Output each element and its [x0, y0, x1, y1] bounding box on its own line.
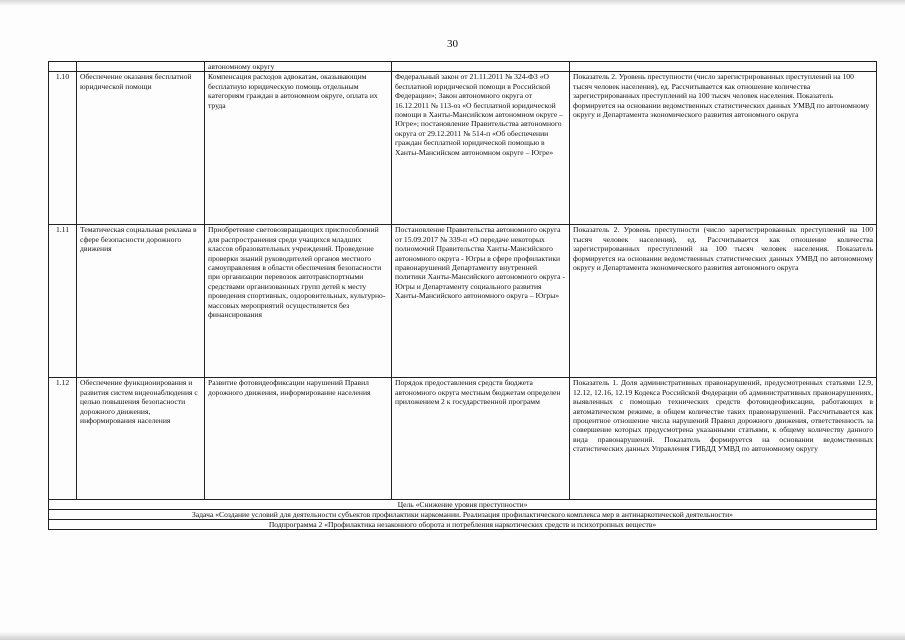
row-number: 1.12	[49, 378, 77, 500]
continuation-indicator-cell	[570, 62, 877, 72]
measure-name: Тематическая социальная реклама в сфере безопасности дорожного движения	[77, 225, 205, 378]
row-number: 1.11	[49, 225, 77, 378]
measure-activity: Компенсация расходов адвокатам, оказывающим бесплатную юридическую помощь отдельным категориям граждан в автономном округе, оплата их труда	[205, 72, 392, 225]
indicator-description: Показатель 1. Доля административных правонарушений, предусмотренных статьями 12.9, 12.12, 12.16, 12.19 Кодекса Российской Федерации об административных правонарушениях, выявленных с помощью технических средств фотовидеофиксации, работающих в автоматическом режиме, в общем количестве таких правонарушений. Рассчитывается как процентное отношение числа нарушений Правил дорожного движения, ответственность за совершение которых предусмотрена указанными статьями, к общему количеству данного вида правонарушений. Показатель формируется на основании ведомственных статистических данных Управления ГИБДД УМВД по автономному округу	[570, 378, 877, 500]
measure-activity: Приобретение световозвращающих приспособлений для распространения среди учащихся младших классов образовательных учреждений. Проведение проверки знаний руководителей органов местного самоуправления в области обеспечения безопасности при организации перевозок автотранспортными средствами организованных групп детей к месту проведения спортивных, оздоровительных, культурно-массовых мероприятий осуществляется без финансирования	[205, 225, 392, 378]
row-number: 1.10	[49, 72, 77, 225]
continuation-basis-cell	[392, 62, 570, 72]
subprogram-heading: Подпрограмма 2 «Профилактика незаконного оборота и потребления наркотических средств и психотропных веществ»	[49, 520, 877, 530]
table-row	[49, 225, 877, 378]
legal-basis: Постановление Правительства автономного округа от 15.09.2017 № 339-п «О передаче некоторых полномочий Правительства Ханты-Мансийского автономного округа - Югры в сфере профилактики правонарушений Департаменту внутренней политики Ханты-Мансийского автономного округа - Югры и Департаменту социального развития Ханты-Мансийского автономного округа – Югры»	[392, 225, 570, 378]
legal-basis: Федеральный закон от 21.11.2011 № 324-ФЗ «О бесплатной юридической помощи в Российской Федерации»; Закон автономного округа от 16.12.2011 № 113-оз «О бесплатной юридической помощи в Ханты-Мансийском автономном округе – Югре»; постановление Правительства автономного округа от 29.12.2011 № 514-п «Об обеспечении граждан бесплатной юридической помощью в Ханты-Мансийском автономном округе – Югре»	[392, 72, 570, 225]
task-row	[49, 510, 877, 520]
program-table	[48, 61, 877, 530]
scan-edge-top	[0, 0, 905, 6]
goal-row	[49, 500, 877, 510]
goal-heading: Цель «Снижение уровня преступности»	[49, 500, 877, 510]
continuation-activity-cell: автономному округу	[205, 62, 392, 72]
continuation-num-cell	[49, 62, 77, 72]
measure-name: Обеспечение функционирования и развития систем видеонаблюдения с целью повышения безопасности дорожного движения, информирования населения	[77, 378, 205, 500]
indicator-description: Показатель 2. Уровень преступности (число зарегистрированных преступлений на 100 тысяч человек населения), ед. Рассчитывается как отношение количества зарегистрированных преступлений на 100 тысяч человек населения. Показатель формируется на основании ведомственных статистических данных УМВД по автономному округу и Департамента экономического развития автономного округа	[570, 72, 877, 225]
measure-name: Обеспечение оказания бесплатной юридической помощи	[77, 72, 205, 225]
indicator-description: Показатель 2. Уровень преступности (число зарегистрированных преступлений на 100 тысяч человек населения), ед. Рассчитывается как отношение количества зарегистрированных преступлений на 100 тысяч человек населения. Показатель формируется на основании ведомственных статистических данных УМВД по автономному округу и Департамента экономического развития автономного округа	[570, 225, 877, 378]
page-number: 30	[447, 38, 458, 50]
legal-basis: Порядок предоставления средств бюджета автономного округа местным бюджетам определен приложением 2 к государственной программ	[392, 378, 570, 500]
table-row	[49, 72, 877, 225]
table-row	[49, 378, 877, 500]
task-heading: Задача «Создание условий для деятельности субъектов профилактики наркомании. Реализация профилактического комплекса мер в антинаркотической деятельности»	[49, 510, 877, 520]
measure-activity: Развитие фотовидеофиксации нарушений Правил дорожного движения, информирование населения	[205, 378, 392, 500]
continuation-name-cell	[77, 62, 205, 72]
scan-edge-bottom	[0, 632, 905, 640]
continuation-row	[49, 62, 877, 72]
subprogram-row	[49, 520, 877, 530]
